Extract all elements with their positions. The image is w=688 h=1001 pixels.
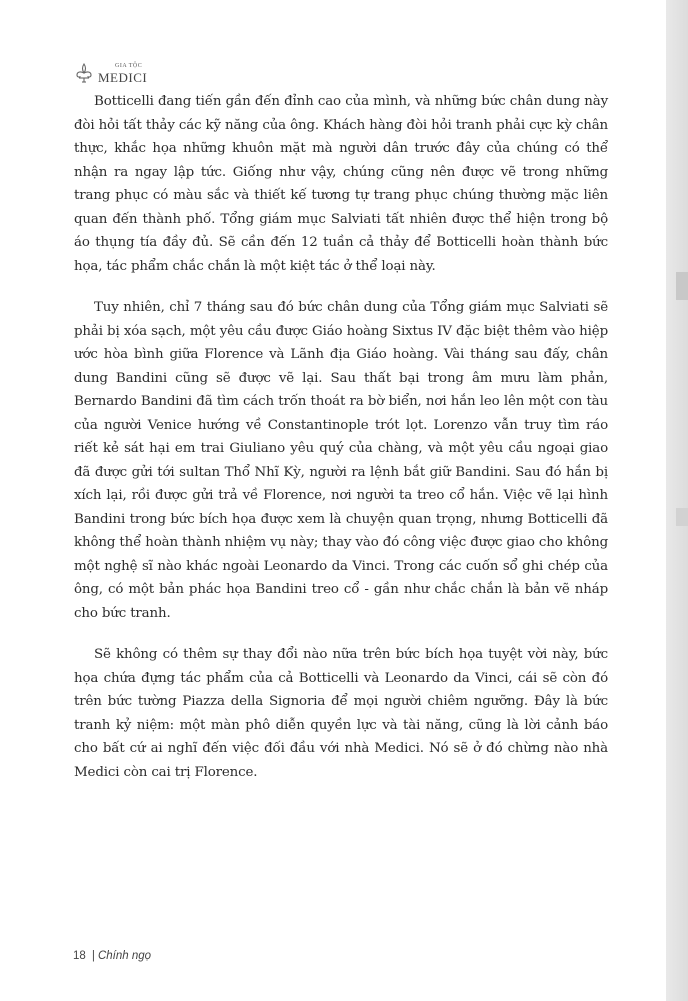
chapter-title: | Chính ngọ: [91, 950, 152, 962]
paragraph: Tuy nhiên, chỉ 7 tháng sau đó bức chân dung của Tổng giám mục Salviati sẽ phải bị xóa sạch, một yêu cầu được Giáo hoàng Sixtus IV đặc biệt thêm vào hiệp ước hòa bình giữa Florence và Lãnh địa Giáo hoàng. Vài tháng sau đấy, chân dung Bandini cũng sẽ được vẽ lại. Sau thất bại trong âm mưu làm phản, Bernardo Bandini đã tìm cách trốn thoát ra bờ biển, nơi hắn leo lên một con tàu của người Venice hướng về Constantinople trót lọt. Lorenzo vẫn truy tìm ráo riết kẻ sát hại em trai Giuliano yêu quý của chàng, và một yêu cầu ngoại giao đã được gửi tới sultan Thổ Nhĩ Kỳ, người ra lệnh bắt giữ Bandini. Sau đó hắn bị xích lại, rồi được gửi trả về Florence, nơi người ta treo cổ hắn. Việc vẽ lại hình Bandini trong bức bích họa được xem là chuyện quan trọng, nhưng Botticelli đã không thể hoàn thành nhiệm vụ này; thay vào đó công việc được giao cho không một nghệ sĩ nào khác ngoài Leonardo da Vinci. Trong các cuốn sổ ghi chép của ông, có một bản phác họa Bandini treo cổ - gần như chắc chắn là bản vẽ nháp cho bức tranh.: [74, 300, 608, 621]
page-edge-mark: [676, 272, 688, 300]
paragraph: Sẽ không có thêm sự thay đổi nào nữa trên bức bích họa tuyệt vời này, bức họa chứa đựng tác phẩm của cả Botticelli và Leonardo da Vinci, cái sẽ còn đó trên bức tường Piazza della Signoria để mọi người chiêm ngưỡng. Đây là bức tranh kỷ niệm: một màn phô diễn quyền lực và tài năng, cũng là lời cảnh báo cho bất cứ ai nghĩ đến việc đối đầu với nhà Medici. Nó sẽ ở đó chừng nào nhà Medici còn cai trị Florence.: [74, 647, 608, 780]
header-logo: [74, 58, 147, 88]
page-number: 18: [73, 950, 86, 962]
paragraph: Botticelli đang tiến gần đến đỉnh cao của mình, và những bức chân dung này đòi hỏi tất thảy các kỹ năng của ông. Khách hàng đòi hỏi tranh phải cực kỳ chân thực, khắc họa những khuôn mặt mà người dân trước đây của chúng có thể nhận ra ngay lập tức. Giống như vậy, chúng cũng nên được vẽ trong những trang phục có màu sắc và thiết kế tương tự trang phục chúng thường mặc liên quan đến thành phố. Tổng giám mục Salviati tất nhiên được thể hiện trong bộ áo thụng tía đầy đủ. Sẽ cần đến 12 tuần cả thảy để Botticelli hoàn thành bức họa, tác phẩm chắc chắn là một kiệt tác ở thể loại này.: [74, 94, 608, 274]
page-edge-mark: [676, 508, 688, 526]
page-edge-strip: [666, 0, 688, 1001]
page-footer: [73, 950, 151, 962]
main-text: [74, 90, 608, 802]
fleur-de-lis-icon: [74, 62, 94, 84]
logo-title: MEDICI: [98, 69, 148, 85]
logo-small-text: GIA TỘC: [115, 62, 143, 69]
